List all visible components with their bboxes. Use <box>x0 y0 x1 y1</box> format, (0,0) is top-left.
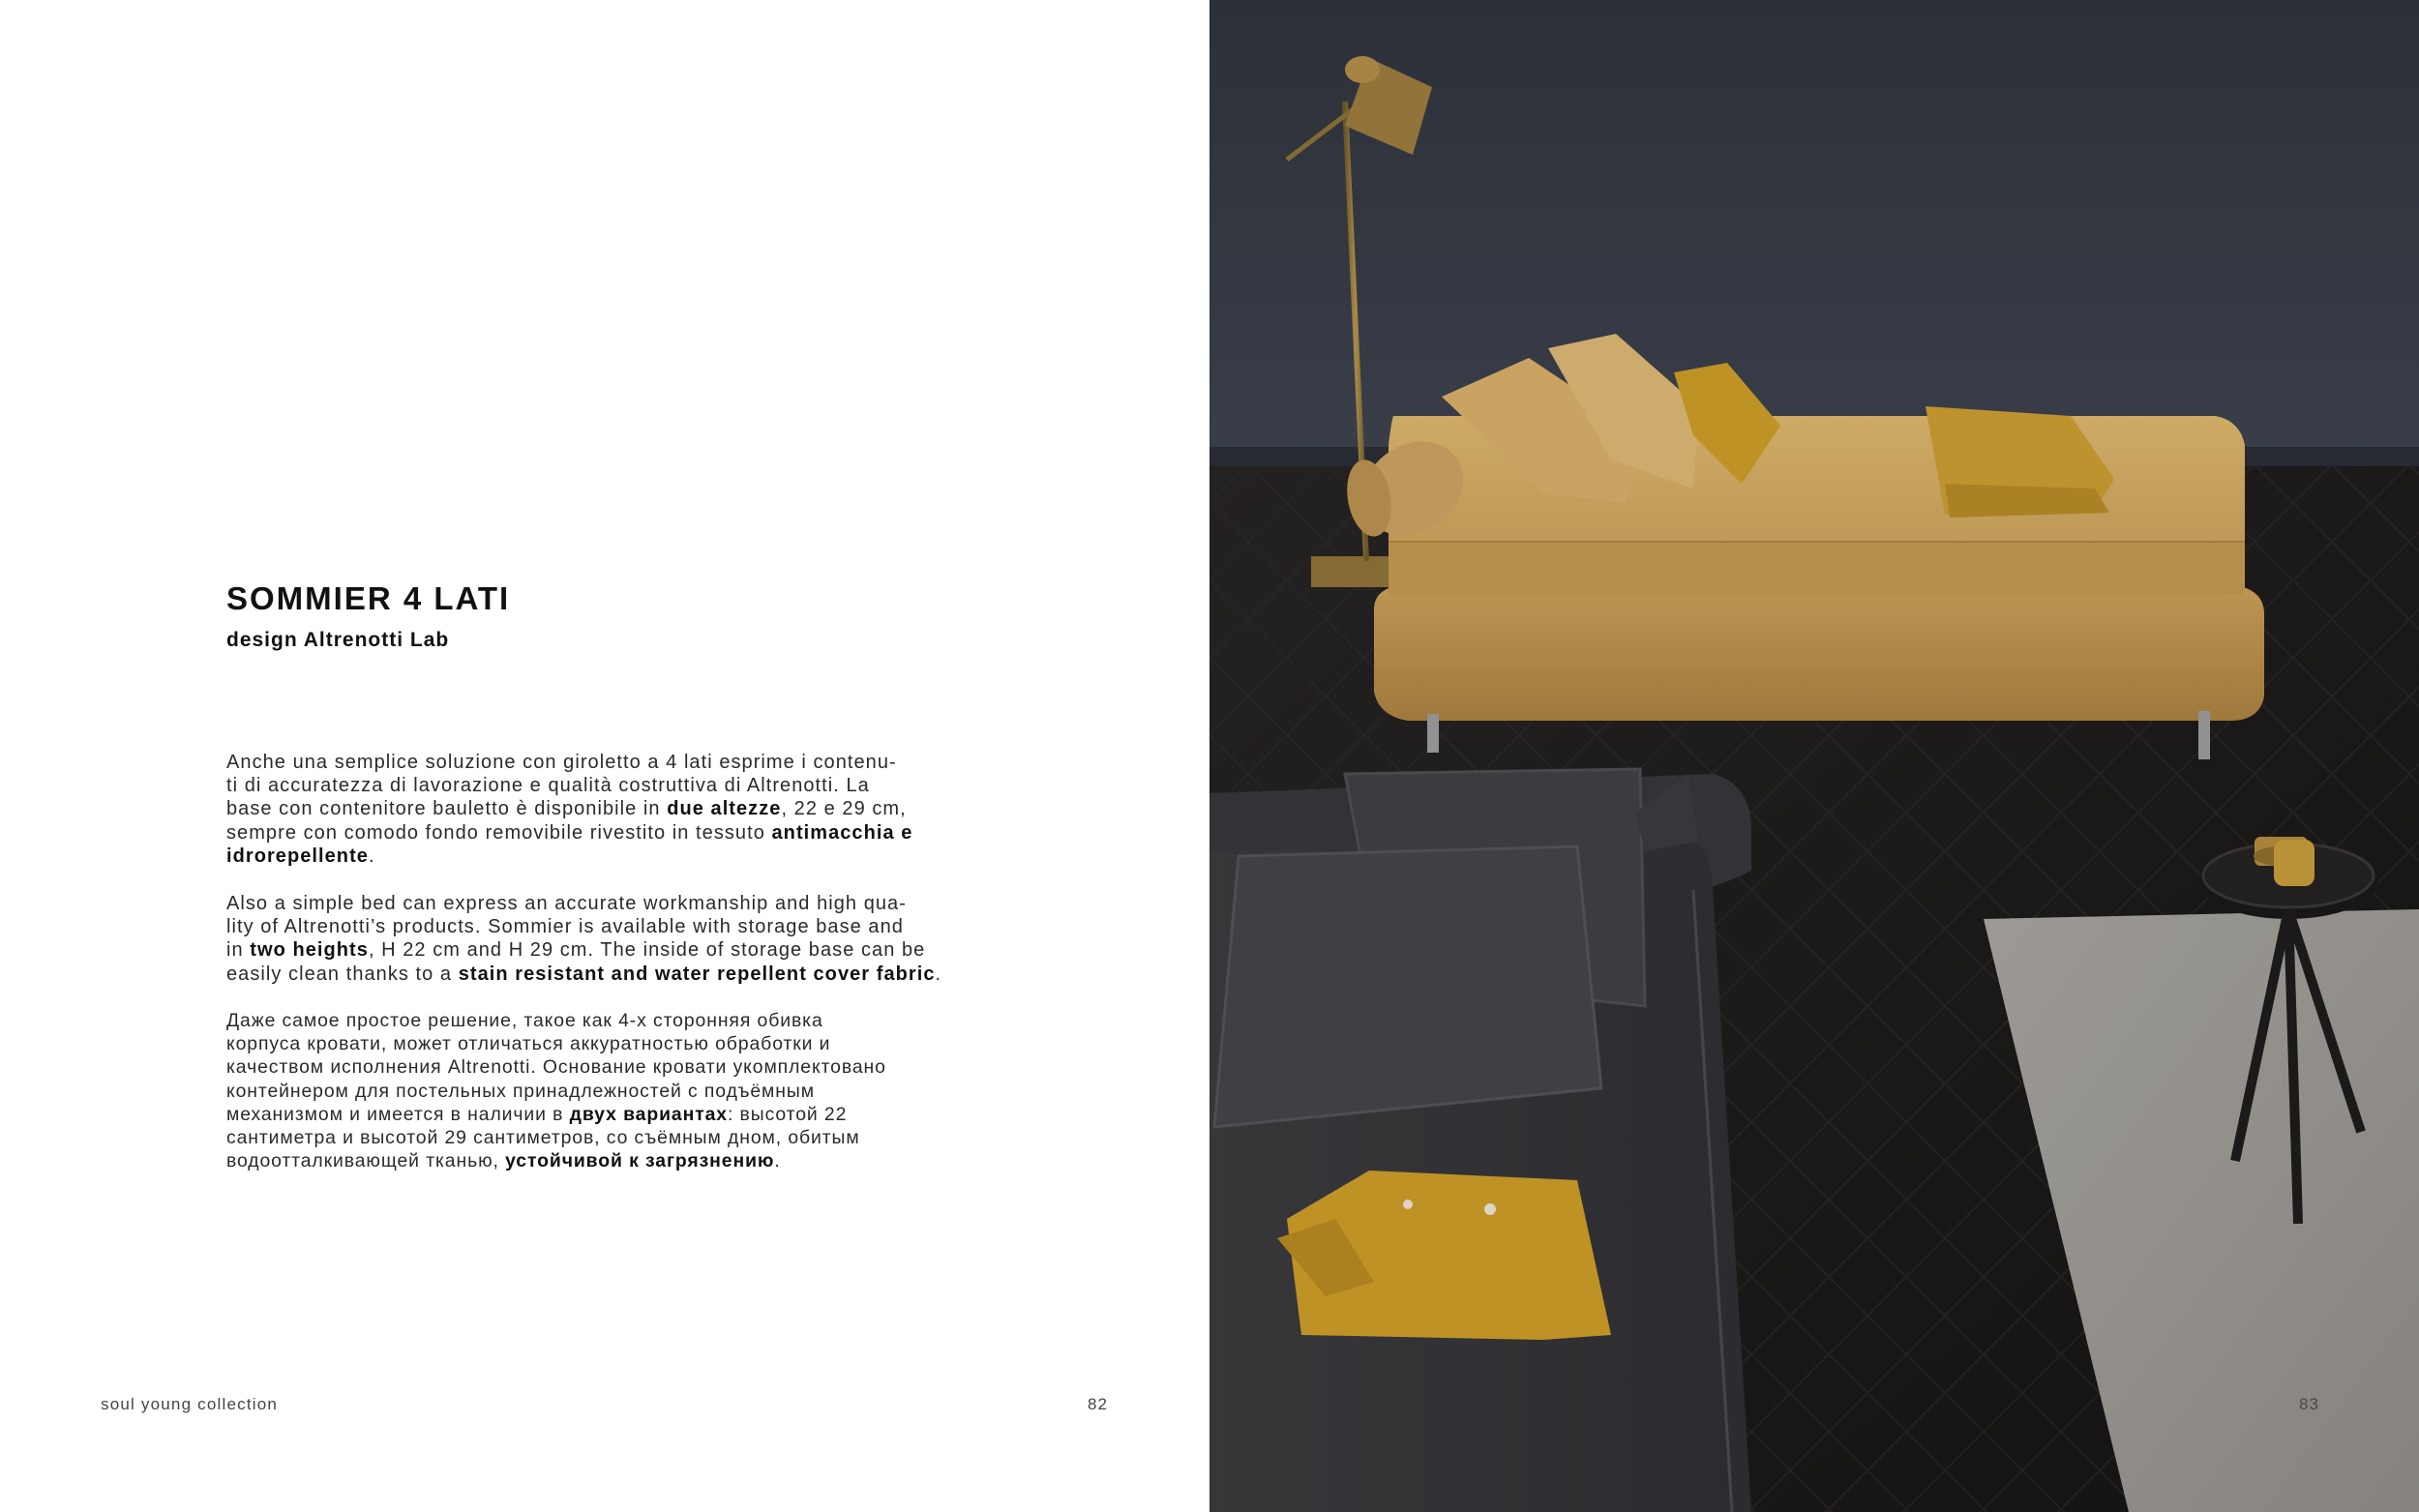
description-italian <box>226 751 991 868</box>
bold-text: idrorepellente <box>226 845 369 867</box>
bold-text: two heights <box>250 939 369 962</box>
paragraph-line <box>226 797 991 820</box>
text-run: . <box>935 963 942 985</box>
paragraph-line <box>226 821 991 845</box>
text-run: водоотталкивающей тканью, <box>226 1150 506 1172</box>
paragraph-line <box>226 915 991 938</box>
text-run: корпуса кровати, может отличаться аккуратностью обработки и <box>226 1033 831 1055</box>
text-run: in <box>226 939 251 962</box>
bold-text: due altezze <box>667 798 782 820</box>
paragraph-line <box>226 1103 991 1126</box>
collection-name: soul young collection <box>101 1395 279 1413</box>
description-english <box>226 892 991 986</box>
text-run: : высотой 22 <box>727 1103 848 1125</box>
bold-text: antimacchia e <box>771 821 913 844</box>
page-number-right: 83 <box>2299 1395 2319 1413</box>
text-run: контейнером для постельных принадлежностей с подъёмным <box>226 1080 815 1102</box>
text-run: . <box>368 845 375 867</box>
text-run: качеством исполнения Altrenotti. Основание кровати укомплектовано <box>226 1056 886 1079</box>
text-run: , H 22 cm and H 29 cm. The inside of storage base can be <box>368 939 926 962</box>
bold-text: двух вариантах <box>569 1103 728 1125</box>
text-run: ti di accuratezza di lavorazione e qualità costruttiva di Altrenotti. La <box>226 775 870 797</box>
paragraph-line <box>226 1032 991 1055</box>
text-run: Also a simple bed can express an accurate workmanship and high qua- <box>226 893 907 914</box>
product-photo <box>1210 0 2419 1512</box>
bedroom-photo <box>1210 0 2419 1512</box>
product-designer: design Altrenotti Lab <box>226 629 450 651</box>
text-run: , 22 e 29 cm, <box>781 798 907 820</box>
paragraph-line <box>226 1055 991 1079</box>
paragraph-line <box>226 1149 991 1172</box>
paragraph-line <box>226 938 991 962</box>
product-title: SOMMIER 4 LATI <box>226 580 511 616</box>
text-run: Даже самое простое решение, такое как 4-х сторонняя обивка <box>226 1010 823 1031</box>
text-run: механизмом и имеется в наличии в <box>226 1103 570 1125</box>
bold-text: stain resistant and water repellent cover fabric <box>458 963 936 985</box>
paragraph-line <box>226 1126 991 1149</box>
paragraph-line <box>226 1080 991 1103</box>
paragraph-line <box>226 774 991 797</box>
bold-text: устойчивой к загрязнению <box>505 1150 775 1172</box>
text-run: . <box>774 1150 781 1172</box>
paragraph-line <box>226 751 991 774</box>
paragraph-line <box>226 892 991 915</box>
text-run: Anche una semplice soluzione con giroletto a 4 lati esprime i contenu- <box>226 752 897 773</box>
paragraph-line <box>226 1009 991 1032</box>
text-run: base con contenitore bauletto è disponibile in <box>226 798 668 820</box>
text-run: lity of Altrenotti’s products. Sommier is available with storage base and <box>226 916 904 938</box>
description-russian <box>226 1009 991 1172</box>
text-run: сантиметра и высотой 29 сантиметров, со съёмным дном, обитым <box>226 1127 860 1149</box>
text-run: easily clean thanks to a <box>226 963 459 985</box>
paragraph-line <box>226 845 991 868</box>
paragraph-line <box>226 963 991 986</box>
page-number-left: 82 <box>1088 1395 1108 1413</box>
text-run: sempre con comodo fondo removibile rivestito in tessuto <box>226 821 772 844</box>
